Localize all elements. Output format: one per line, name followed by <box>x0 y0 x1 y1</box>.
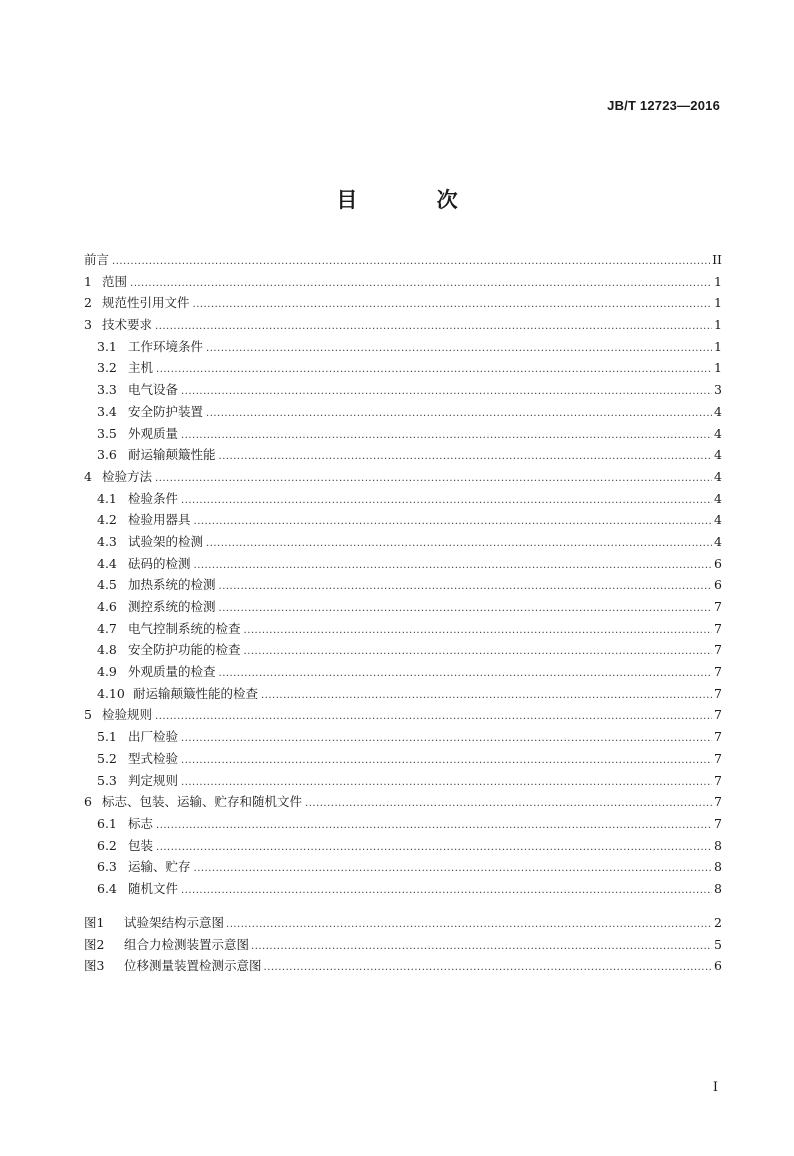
dot-leader <box>226 912 712 936</box>
toc-entry-page: 4 <box>714 533 722 549</box>
toc-entry-label: 耐运输颠簸性能 <box>128 447 216 463</box>
toc-entry-label: 检验方法 <box>102 468 153 484</box>
toc-entry-label: 外观质量的检查 <box>128 664 216 680</box>
figure-entry-label: 组合力检测装置示意图 <box>124 936 250 952</box>
toc-entry[interactable] <box>84 835 722 857</box>
toc-entry-label: 加热系统的检测 <box>128 577 216 593</box>
dot-leader <box>181 379 712 403</box>
table-of-contents <box>84 249 722 900</box>
toc-entry[interactable] <box>84 856 722 878</box>
toc-entry-page: 7 <box>714 815 722 831</box>
figure-entry-page: 6 <box>714 958 722 974</box>
dot-leader <box>244 639 712 663</box>
toc-entry[interactable] <box>84 878 722 900</box>
toc-entry-label: 安全防护装置 <box>128 403 204 419</box>
dot-leader <box>194 856 712 880</box>
toc-entry[interactable] <box>84 683 722 705</box>
dot-leader <box>261 683 712 707</box>
toc-entry-label: 电气控制系统的检查 <box>128 620 241 636</box>
toc-entry-page: 7 <box>714 664 722 680</box>
toc-entry-number: 4.7 <box>97 620 117 636</box>
toc-entry-page: 7 <box>714 642 722 658</box>
figure-entry-number: 图1 <box>84 915 105 930</box>
dot-leader <box>156 357 712 381</box>
toc-entry-label: 标志、包装、运输、贮存和随机文件 <box>102 794 303 810</box>
toc-entry-number: 4.5 <box>97 577 117 593</box>
toc-entry-number: 6.1 <box>97 815 117 831</box>
toc-entry-page: 4 <box>714 447 722 463</box>
toc-entry[interactable] <box>84 509 722 531</box>
toc-entry-number: 3.4 <box>97 403 117 419</box>
toc-entry-number: 6.2 <box>97 837 117 853</box>
toc-entry-number: 3.5 <box>97 425 117 441</box>
toc-entry[interactable] <box>84 704 722 726</box>
dot-leader <box>181 748 712 772</box>
dot-leader <box>130 271 712 295</box>
toc-entry-number: 1 <box>84 273 92 289</box>
toc-entry-label: 检验规则 <box>102 707 153 723</box>
dot-leader <box>244 618 712 642</box>
dot-leader <box>193 292 712 316</box>
toc-entry-label: 包装 <box>128 837 154 853</box>
toc-entry[interactable] <box>84 314 722 336</box>
toc-entry-label: 测控系统的检测 <box>128 599 216 614</box>
dot-leader <box>219 444 712 468</box>
toc-entry-number: 4.8 <box>97 642 117 658</box>
toc-entry-label: 技术要求 <box>102 317 153 333</box>
figure-entry-page: 5 <box>714 936 722 952</box>
toc-entry-number: 6.4 <box>97 880 117 896</box>
figure-entry-label: 试验架结构示意图 <box>124 915 225 930</box>
dot-leader <box>156 835 712 859</box>
toc-entry-label: 外观质量 <box>128 425 179 441</box>
toc-entry-number: 4.6 <box>97 599 117 614</box>
toc-entry-number: 4.10 <box>97 685 125 701</box>
toc-entry-page: 1 <box>714 338 722 354</box>
figure-entry-page: 2 <box>714 915 722 930</box>
toc-entry-page: 8 <box>714 859 722 875</box>
toc-entry-label: 型式检验 <box>128 750 179 766</box>
toc-entry[interactable] <box>84 423 722 445</box>
toc-entry-number: 3.2 <box>97 360 117 376</box>
dot-leader <box>206 336 712 360</box>
toc-entry-number: 4 <box>84 468 92 484</box>
toc-entry[interactable] <box>84 488 722 510</box>
dot-leader <box>206 401 712 425</box>
figure-entry[interactable] <box>84 912 722 934</box>
toc-entry-label: 安全防护功能的检查 <box>128 642 241 658</box>
toc-entry-label: 随机文件 <box>128 880 179 896</box>
toc-entry[interactable] <box>84 379 722 401</box>
toc-entry[interactable] <box>84 336 722 358</box>
dot-leader <box>181 488 712 512</box>
toc-entry-number: 5.3 <box>97 772 117 788</box>
dot-leader <box>155 466 712 490</box>
toc-entry-label: 检验用器具 <box>128 512 191 528</box>
toc-entry-label: 出厂检验 <box>128 729 179 745</box>
dot-leader <box>305 791 712 815</box>
toc-entry-page: 1 <box>714 295 722 311</box>
figure-entry-number: 图2 <box>84 936 105 952</box>
toc-entry[interactable] <box>84 401 722 423</box>
dot-leader <box>181 423 712 447</box>
dot-leader <box>194 553 712 577</box>
toc-entry[interactable] <box>84 596 722 618</box>
toc-entry-page: 7 <box>714 729 722 745</box>
figure-entry[interactable] <box>84 934 722 956</box>
toc-entry[interactable] <box>84 531 722 553</box>
toc-entry[interactable] <box>84 271 722 293</box>
toc-entry-page: 7 <box>714 794 722 810</box>
toc-entry-number: 4.4 <box>97 555 117 571</box>
toc-entry-number: 4.2 <box>97 512 117 528</box>
toc-entry-page: 7 <box>714 772 722 788</box>
toc-entry-page: II <box>712 252 722 267</box>
toc-entry-label: 耐运输颠簸性能的检查 <box>133 685 259 701</box>
dot-leader <box>219 596 712 620</box>
dot-leader <box>194 509 712 533</box>
toc-entry-label: 主机 <box>128 360 154 376</box>
toc-entry[interactable] <box>84 574 722 596</box>
toc-entry-page: 6 <box>714 555 722 571</box>
toc-entry-label: 砝码的检测 <box>128 555 191 571</box>
dot-leader <box>155 704 712 728</box>
toc-entry-page: 3 <box>714 382 722 398</box>
toc-entry-label: 前言 <box>84 252 110 267</box>
toc-entry-page: 8 <box>714 880 722 896</box>
dot-leader <box>219 574 712 598</box>
dot-leader <box>181 726 712 750</box>
toc-entry-page: 8 <box>714 837 722 853</box>
toc-entry-page: 4 <box>714 425 722 441</box>
toc-entry[interactable] <box>84 661 722 683</box>
page-number: I <box>712 1080 718 1095</box>
toc-entry-number: 3.6 <box>97 447 117 463</box>
toc-entry-label: 标志 <box>128 815 154 831</box>
toc-entry-label: 工作环境条件 <box>128 338 204 354</box>
toc-entry-page: 7 <box>714 685 722 701</box>
dot-leader <box>181 770 712 794</box>
toc-entry[interactable] <box>84 726 722 748</box>
toc-entry-page: 7 <box>714 599 722 614</box>
toc-entry-page: 7 <box>714 620 722 636</box>
toc-entry-label: 试验架的检测 <box>128 533 204 549</box>
toc-entry[interactable] <box>84 553 722 575</box>
toc-entry-number: 6 <box>84 794 92 810</box>
toc-entry-number: 4.9 <box>97 664 117 680</box>
toc-entry-page: 6 <box>714 577 722 593</box>
toc-entry[interactable] <box>84 444 722 466</box>
toc-entry-page: 4 <box>714 512 722 528</box>
page-title: 目 次 <box>336 187 494 212</box>
toc-entry[interactable] <box>84 770 722 792</box>
toc-entry[interactable] <box>84 748 722 770</box>
toc-entry-page: 7 <box>714 707 722 723</box>
toc-entry[interactable] <box>84 618 722 640</box>
dot-leader <box>219 661 712 685</box>
figure-entry[interactable] <box>84 955 722 977</box>
toc-entry-number: 5.2 <box>97 750 117 766</box>
toc-entry-number: 3 <box>84 317 92 333</box>
dot-leader <box>206 531 712 555</box>
toc-entry[interactable] <box>84 249 722 271</box>
toc-entry-label: 判定规则 <box>128 772 179 788</box>
toc-entry-page: 4 <box>714 403 722 419</box>
toc-entry-number: 2 <box>84 295 92 311</box>
dot-leader <box>264 955 713 979</box>
toc-entry-page: 1 <box>714 273 722 289</box>
toc-entry-page: 4 <box>714 468 722 484</box>
toc-entry-number: 5.1 <box>97 729 117 745</box>
toc-entry-label: 运输、贮存 <box>128 859 191 875</box>
toc-entry[interactable] <box>84 791 722 813</box>
toc-entry-number: 3.3 <box>97 382 117 398</box>
toc-entry[interactable] <box>84 813 722 835</box>
dot-leader <box>156 813 712 837</box>
figure-entry-label: 位移测量装置检测示意图 <box>124 958 262 974</box>
toc-entry-page: 1 <box>714 317 722 333</box>
figure-entry-number: 图3 <box>84 958 105 974</box>
toc-entry[interactable] <box>84 466 722 488</box>
dot-leader <box>181 878 712 902</box>
dot-leader <box>251 934 712 958</box>
toc-entry-page: 7 <box>714 750 722 766</box>
standard-code: JB/T 12723—2016 <box>607 98 720 113</box>
toc-entry[interactable] <box>84 639 722 661</box>
toc-entry-page: 1 <box>714 360 722 376</box>
dot-leader <box>155 314 712 338</box>
toc-entry-label: 规范性引用文件 <box>102 295 190 311</box>
toc-entry-number: 5 <box>84 707 92 723</box>
toc-entry[interactable] <box>84 357 722 379</box>
toc-entry-label: 检验条件 <box>128 490 179 506</box>
toc-entry[interactable] <box>84 292 722 314</box>
toc-entry-number: 4.3 <box>97 533 117 549</box>
toc-entry-label: 电气设备 <box>128 382 179 398</box>
toc-entry-number: 4.1 <box>97 490 117 506</box>
toc-entry-page: 4 <box>714 490 722 506</box>
figure-list <box>84 912 722 977</box>
dot-leader <box>112 249 710 273</box>
toc-entry-number: 3.1 <box>97 338 117 354</box>
toc-entry-number: 6.3 <box>97 859 117 875</box>
toc-entry-label: 范围 <box>102 273 128 289</box>
